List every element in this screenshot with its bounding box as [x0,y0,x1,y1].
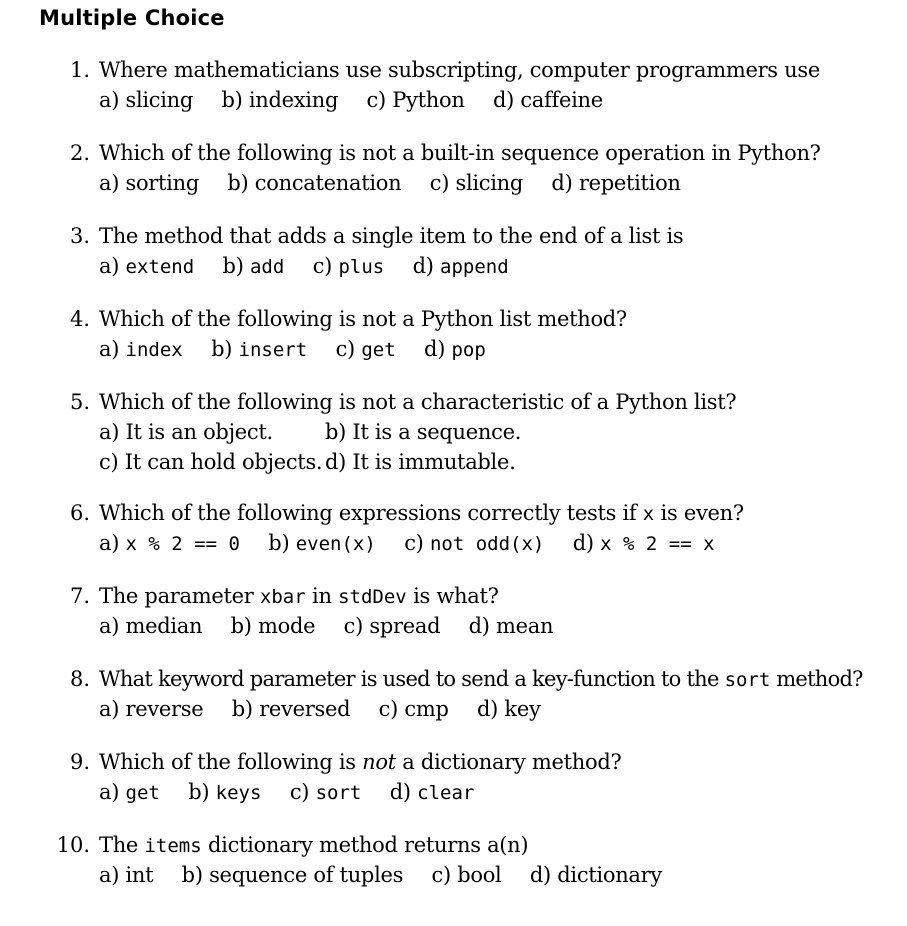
text-part: method? [770,667,863,691]
question-text: Which of the following is not a characteristic of a Python list? [99,390,737,414]
option-b[interactable]: b) It is a sequence. [325,420,522,444]
option-c[interactable]: c) It can hold objects. [99,450,323,474]
option-label: b) [188,780,210,804]
option-c[interactable]: c) Python [366,88,465,112]
option-b[interactable] [268,531,376,555]
option-c[interactable] [313,254,385,278]
question-number: 10. [56,833,90,857]
option-code: get [361,339,396,361]
option-d[interactable]: d) It is immutable. [325,450,516,474]
option-b[interactable]: b) mode [230,614,316,638]
question-number: 4. [69,307,90,331]
question-text: Which of the following is not a built-in sequence operation in Python? [99,141,821,165]
option-code: add [249,256,285,278]
option-label: a) [99,531,120,555]
answer-options [99,860,662,890]
option-a[interactable]: a) sorting [99,171,199,195]
option-a[interactable] [99,337,183,361]
option-label: d) [424,337,446,361]
option-label: c) [289,780,310,804]
option-d[interactable] [424,337,486,361]
option-code: not odd(x) [429,533,545,555]
question-text: The method that adds a single item to the end of a list is [99,224,684,248]
question-number: 7. [69,584,90,608]
option-c[interactable] [290,780,362,804]
option-b[interactable] [223,254,285,278]
option-label: b) [211,337,233,361]
option-d[interactable] [413,254,509,278]
option-b[interactable]: b) indexing [221,88,339,112]
option-a[interactable]: a) median [99,614,203,638]
text-part: The [99,833,145,857]
question-text [99,581,499,612]
emphasis-text: not [362,750,396,774]
option-d[interactable] [390,780,475,804]
question-number: 6. [69,501,90,525]
option-d[interactable]: d) mean [468,614,554,638]
option-label: c) [404,531,424,555]
answer-options [99,417,521,477]
option-code: sort [315,782,362,804]
answer-options [99,611,553,641]
option-label: b) [222,254,244,278]
inline-code: stdDev [338,586,407,608]
option-code: index [125,339,183,361]
option-c[interactable] [336,337,396,361]
option-label: a) [99,780,120,804]
option-c[interactable]: c) bool [431,863,502,887]
text-part: is what? [406,584,499,608]
text-part: a dictionary method? [395,750,622,774]
option-code: keys [215,782,262,804]
question-number: 5. [69,390,90,414]
option-code: clear [417,782,475,804]
option-a[interactable] [99,531,240,555]
question-number: 1. [69,58,90,82]
option-label: a) [99,337,120,361]
answer-options [99,528,715,559]
answer-options [99,85,603,115]
option-a[interactable]: a) slicing [99,88,194,112]
option-c[interactable] [404,531,544,555]
option-code: get [125,782,160,804]
text-part: What keyword parameter is used to send a key-function to the [99,667,725,691]
option-a[interactable]: a) int [99,863,154,887]
option-a[interactable]: a) reverse [99,697,204,721]
answer-options [99,777,474,808]
option-code: pop [451,339,486,361]
text-part: The parameter [99,584,260,608]
answer-options [99,334,486,365]
option-code: append [440,256,509,278]
option-code: x % 2 == 0 [125,533,240,555]
text-part: Which of the following expressions correctly tests if [99,501,643,525]
option-d[interactable] [573,531,715,555]
inline-code: xbar [259,586,306,608]
question-number: 2. [69,141,90,165]
question-number: 3. [69,224,90,248]
option-b[interactable] [211,337,307,361]
question-text [99,498,744,529]
answer-options [99,694,541,724]
section-title: Multiple Choice [39,6,225,30]
option-a[interactable]: a) It is an object. [99,420,273,444]
inline-code: sort [724,669,771,691]
option-b[interactable]: b) concatenation [227,171,402,195]
inline-code: x [642,503,655,525]
option-b[interactable] [188,780,261,804]
option-b[interactable]: b) sequence of tuples [181,863,404,887]
option-label: d) [412,254,434,278]
text-part: dictionary method returns a(n) [201,833,529,857]
question-number: 9. [69,750,90,774]
option-d[interactable]: d) repetition [551,171,681,195]
option-d[interactable]: d) dictionary [529,863,662,887]
answer-options [99,168,681,198]
option-label: b) [268,531,290,555]
question-text: Where mathematicians use subscripting, computer programmers use [99,58,820,82]
option-c[interactable]: c) spread [343,614,441,638]
option-code: insert [238,339,308,361]
question-text [99,747,621,777]
text-part: Which of the following is [99,750,363,774]
option-label: c) [312,254,333,278]
option-label: c) [335,337,355,361]
option-d[interactable]: d) caffeine [492,88,603,112]
option-d[interactable]: d) key [476,697,541,721]
question-number: 8. [69,667,90,691]
option-a[interactable] [99,254,194,278]
answer-options [99,251,509,282]
question-text: Which of the following is not a Python list method? [99,307,627,331]
text-part: is even? [654,501,744,525]
option-label: d) [572,531,594,555]
option-label: d) [389,780,411,804]
inline-code: items [144,835,202,857]
text-part: in [305,584,339,608]
option-code: plus [338,256,385,278]
question-text [99,830,528,861]
option-code: extend [125,256,195,278]
option-label: a) [99,254,120,278]
option-b[interactable]: b) reversed [231,697,351,721]
option-c[interactable]: c) cmp [378,697,449,721]
option-code: even(x) [295,533,376,555]
option-code: x % 2 == x [600,533,715,555]
option-c[interactable]: c) slicing [429,171,524,195]
option-a[interactable] [99,780,160,804]
question-text [99,664,863,695]
